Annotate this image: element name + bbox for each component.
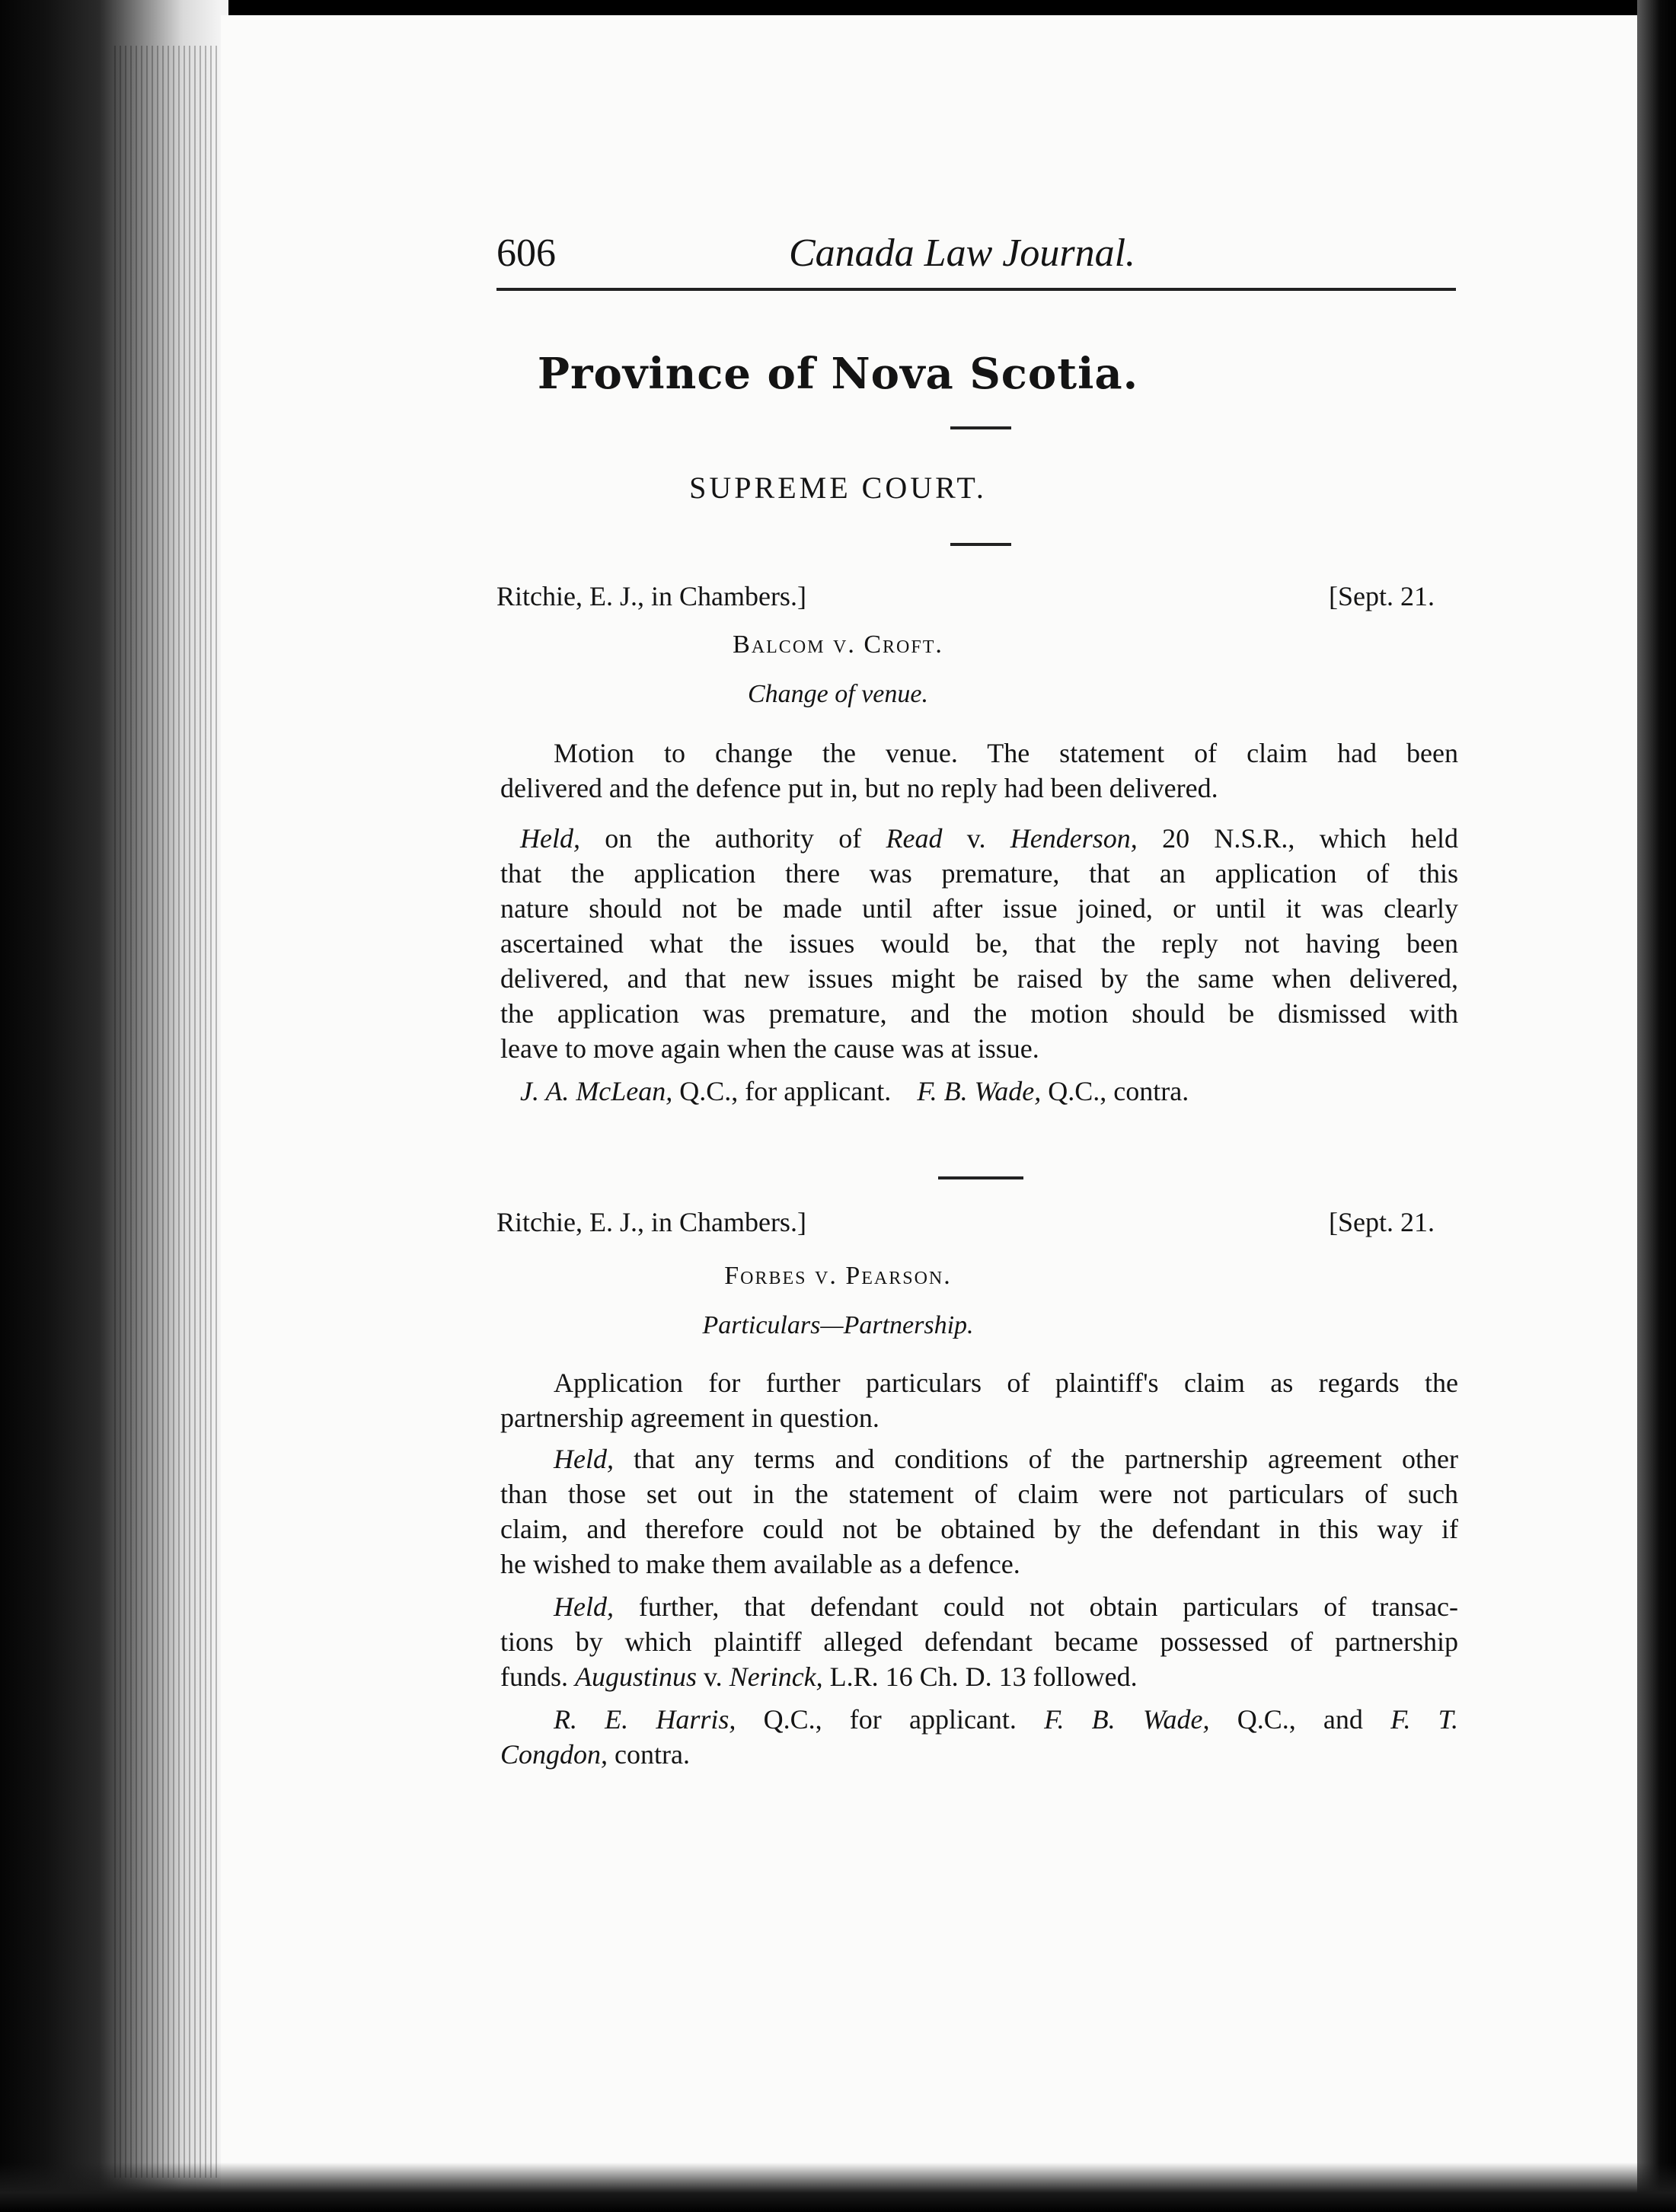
case1-held-last-line: leave to move again when the cause was at issue.	[500, 1033, 1039, 1064]
case2-held1-line1: Held, that any terms and conditions of the partnership agreement other	[554, 1444, 1458, 1474]
title-divider	[950, 426, 1011, 429]
page-number: 606	[496, 231, 556, 275]
case2-held1-last: he wished to make them available as a defence.	[500, 1549, 1020, 1579]
case1-subject: Change of venue.	[748, 680, 928, 708]
bottom-page-edge	[0, 2163, 1676, 2212]
case1-counsel: J. A. McLean, Q.C., for applicant. F. B. Wade, Q.C., contra.	[520, 1076, 1189, 1106]
case2-held2-line2: tions by which plaintiff alleged defendant became possessed of partnership	[500, 1626, 1458, 1657]
held-label: Held,	[554, 1444, 614, 1474]
case1-para1-line: Motion to change the venue. The statement of claim had been	[554, 738, 1458, 768]
case1-date: [Sept. 21.	[1329, 581, 1435, 611]
journal-title: Canada Law Journal.	[789, 231, 1136, 275]
case2-para1-line: Application for further particulars of plaintiff's claim as regards the	[554, 1368, 1458, 1398]
held-label: Held,	[554, 1591, 614, 1622]
section-title: Province of Nova Scotia.	[537, 349, 1139, 399]
held-label: Held,	[520, 823, 580, 854]
case2-held1-line: claim, and therefore could not be obtained by the defendant in this way if	[500, 1514, 1458, 1544]
right-page-edge	[1637, 0, 1676, 2212]
case2-judge: Ritchie, E. J., in Chambers.]	[496, 1207, 806, 1237]
case1-parties: Balcom v. Croft.	[733, 630, 943, 659]
case2-date: [Sept. 21.	[1329, 1207, 1435, 1237]
court-divider	[950, 543, 1011, 546]
case1-held-line: the application was premature, and the motion should be dismissed with	[500, 998, 1458, 1029]
case2-held2-line1: Held, further, that defendant could not obtain particulars of transac-	[554, 1591, 1458, 1622]
case1-judge: Ritchie, E. J., in Chambers.]	[496, 581, 806, 611]
case-divider	[938, 1176, 1023, 1179]
case2-counsel-line2: Congdon, contra.	[500, 1739, 690, 1770]
case2-subject: Particulars—Partnership.	[702, 1311, 974, 1339]
case2-held1-line: than those set out in the statement of claim were not particulars of such	[500, 1479, 1458, 1509]
court-heading: SUPREME COURT.	[689, 471, 987, 505]
case2-para1-last: partnership agreement in question.	[500, 1403, 880, 1433]
case1-held-line: nature should not be made until after issue joined, or until it was clearly	[500, 893, 1458, 924]
case1-held-line: ascertained what the issues would be, that the reply not having been	[500, 928, 1458, 959]
header-rule	[496, 288, 1456, 291]
case2-parties: Forbes v. Pearson.	[724, 1262, 952, 1290]
case2-held2-line3: funds. Augustinus v. Nerinck, L.R. 16 Ch. D. 13 followed.	[500, 1661, 1138, 1692]
case1-held-line: delivered, and that new issues might be raised by the same when delivered,	[500, 963, 1458, 994]
case1-held-line1: Held, on the authority of Read v. Henderson, 20 N.S.R., which held	[520, 823, 1458, 854]
case2-counsel-line1: R. E. Harris, Q.C., for applicant. F. B. Wade, Q.C., and F. T.	[554, 1704, 1458, 1735]
case1-para1-line: delivered and the defence put in, but no reply had been delivered.	[500, 773, 1218, 803]
case1-held-line: that the application there was premature, that an application of this	[500, 858, 1458, 889]
